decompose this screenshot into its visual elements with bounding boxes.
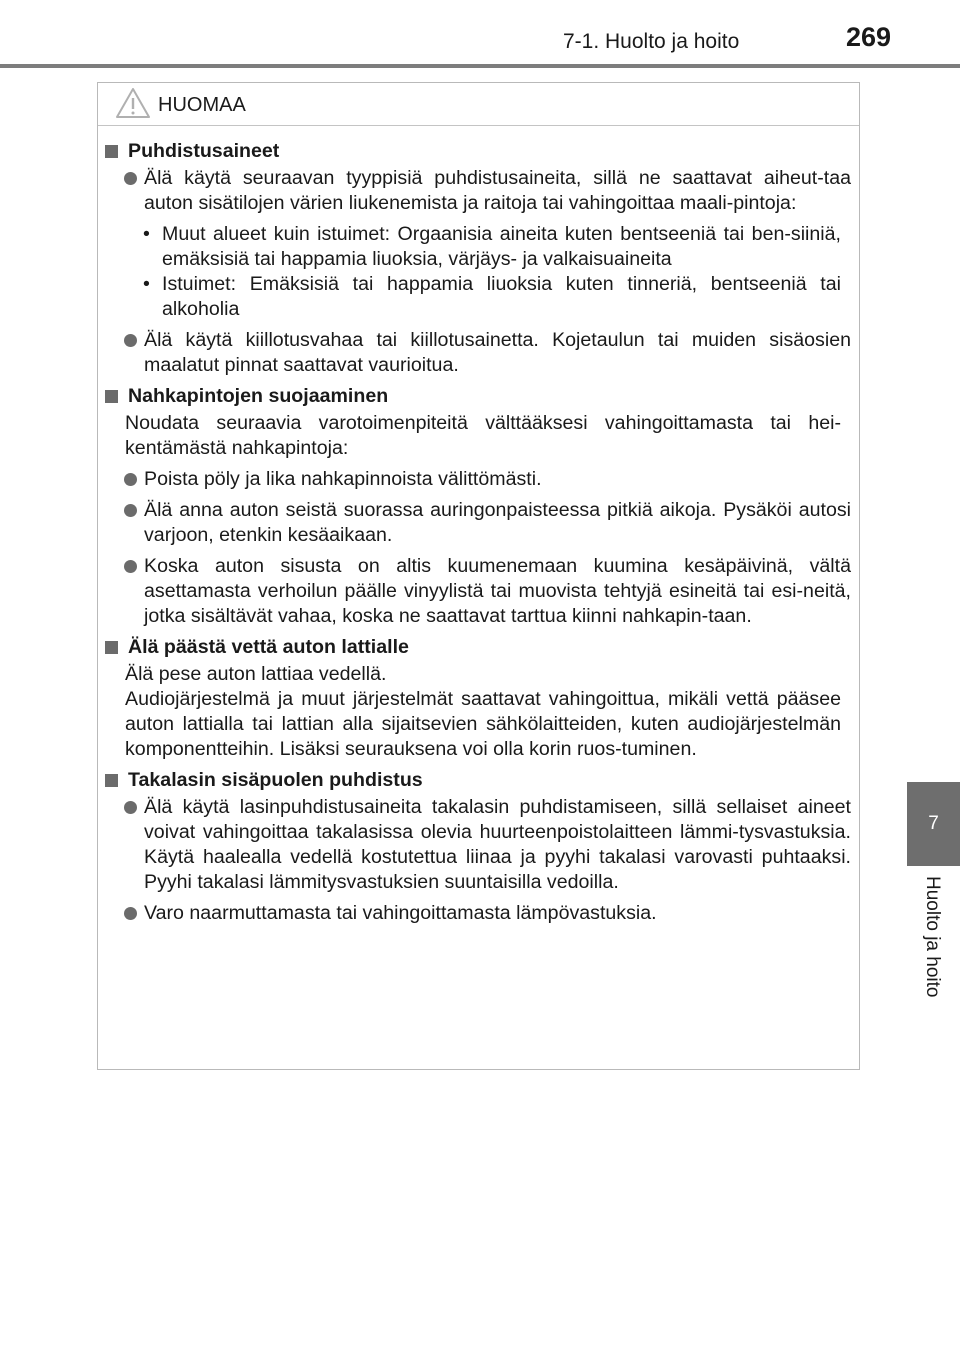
list-item: Koska auton sisusta on altis kuumenemaan kuumina kesäpäivinä, vältä asettamasta verhoilun päälle vinyylistä tai muovista tehtyjä esineitä tai esi-neitä, jotka sisältävät vahaa, koska ne saattavat tarttua kiinni nahkapin-taan. [98, 554, 859, 629]
paragraph: Noudata seuraavia varotoimenpiteitä välttääksesi vahingoittamasta tai hei-kentämästä nahkapintoja: [125, 412, 841, 459]
notice-header [98, 83, 859, 126]
list-item: Poista pöly ja lika nahkapinnoista välittömästi. [98, 467, 859, 492]
section-cleaning-agents [98, 139, 859, 378]
square-bullet-icon [105, 145, 118, 158]
section-heading: Älä päästä vettä auton lattialle [101, 635, 859, 660]
section-heading: Takalasin sisäpuolen puhdistus [101, 768, 859, 793]
circle-bullet-icon [124, 504, 137, 517]
list-item: Älä käytä lasinpuhdistusaineita takalasin puhdistamiseen, sillä sellaiset aineet voivat vahingoittaa takalasissa olevia huurteenpoistolaitteen lämmi-tysvastuksia. Käytä haalealla vedellä kostutettua liinaa ja pyyhi takalasi varovasti puhtaaksi. Pyyhi takalasi lämmitysvastuksien suuntaisilla vedoilla. [98, 795, 859, 895]
section-floor-water [98, 635, 859, 762]
notice-title: HUOMAA [158, 94, 246, 116]
circle-bullet-icon [124, 907, 137, 920]
section-heading: Nahkapintojen suojaaminen [101, 384, 859, 409]
notice-box [97, 82, 860, 1070]
circle-bullet-icon [124, 560, 137, 573]
dot-bullet-icon: • [143, 223, 150, 245]
paragraph: Audiojärjestelmä ja muut järjestelmät saattavat vahingoittua, mikäli vettä pääsee auton lattialla tai lattian alla sijaitsevien sähkölaitteiden, kuten audiojärjestelmän komponentteihin. Lisäksi seurauksena voi olla korin ruos-tuminen. [125, 688, 841, 760]
chapter-label: Huolto ja hoito [922, 876, 943, 998]
chapter-number: 7 [928, 813, 939, 834]
sub-list-item: • Muut alueet kuin istuimet: Orgaanisia aineita kuten bentseeniä tai ben-siiniä, emäksisiä tai happamia liuoksia, värjäys- ja valkaisuaineita [143, 223, 841, 270]
header-divider [0, 64, 960, 68]
dot-bullet-icon: • [143, 273, 150, 295]
circle-bullet-icon [124, 473, 137, 486]
paragraph: Älä pese auton lattiaa vedellä. [125, 663, 387, 685]
notice-content [98, 139, 859, 932]
square-bullet-icon [105, 774, 118, 787]
sub-list-item: • Istuimet: Emäksisiä tai happamia liuoksia kuten tinneriä, bentseeniä tai alkoholia [143, 273, 841, 320]
circle-bullet-icon [124, 172, 137, 185]
list-item: Älä käytä kiillotusvahaa tai kiillotusainetta. Kojetaulun tai muiden sisäosien maalatut pinnat saattavat vaurioitua. [98, 328, 859, 378]
list-item: Älä käytä seuraavan tyyppisiä puhdistusaineita, sillä ne saattavat aiheut-taa auton sisätilojen värien liukenemista ja raitoja tai vahingoittaa maali-pintoja: [98, 166, 859, 216]
section-heading: Puhdistusaineet [101, 139, 859, 164]
section-rear-window [98, 768, 859, 926]
chapter-tab [907, 782, 960, 866]
circle-bullet-icon [124, 334, 137, 347]
list-item: Älä anna auton seistä suorassa auringonpaisteessa pitkiä aikoja. Pysäköi autosi varjoon, etenkin kesäaikaan. [98, 498, 859, 548]
square-bullet-icon [105, 390, 118, 403]
running-header-section: 7-1. Huolto ja hoito [563, 30, 740, 53]
list-item: Varo naarmuttamasta tai vahingoittamasta lämpövastuksia. [98, 901, 859, 926]
square-bullet-icon [105, 641, 118, 654]
section-leather-protection [98, 384, 859, 629]
page-number: 269 [846, 22, 892, 52]
circle-bullet-icon [124, 801, 137, 814]
warning-triangle-icon [115, 87, 151, 119]
